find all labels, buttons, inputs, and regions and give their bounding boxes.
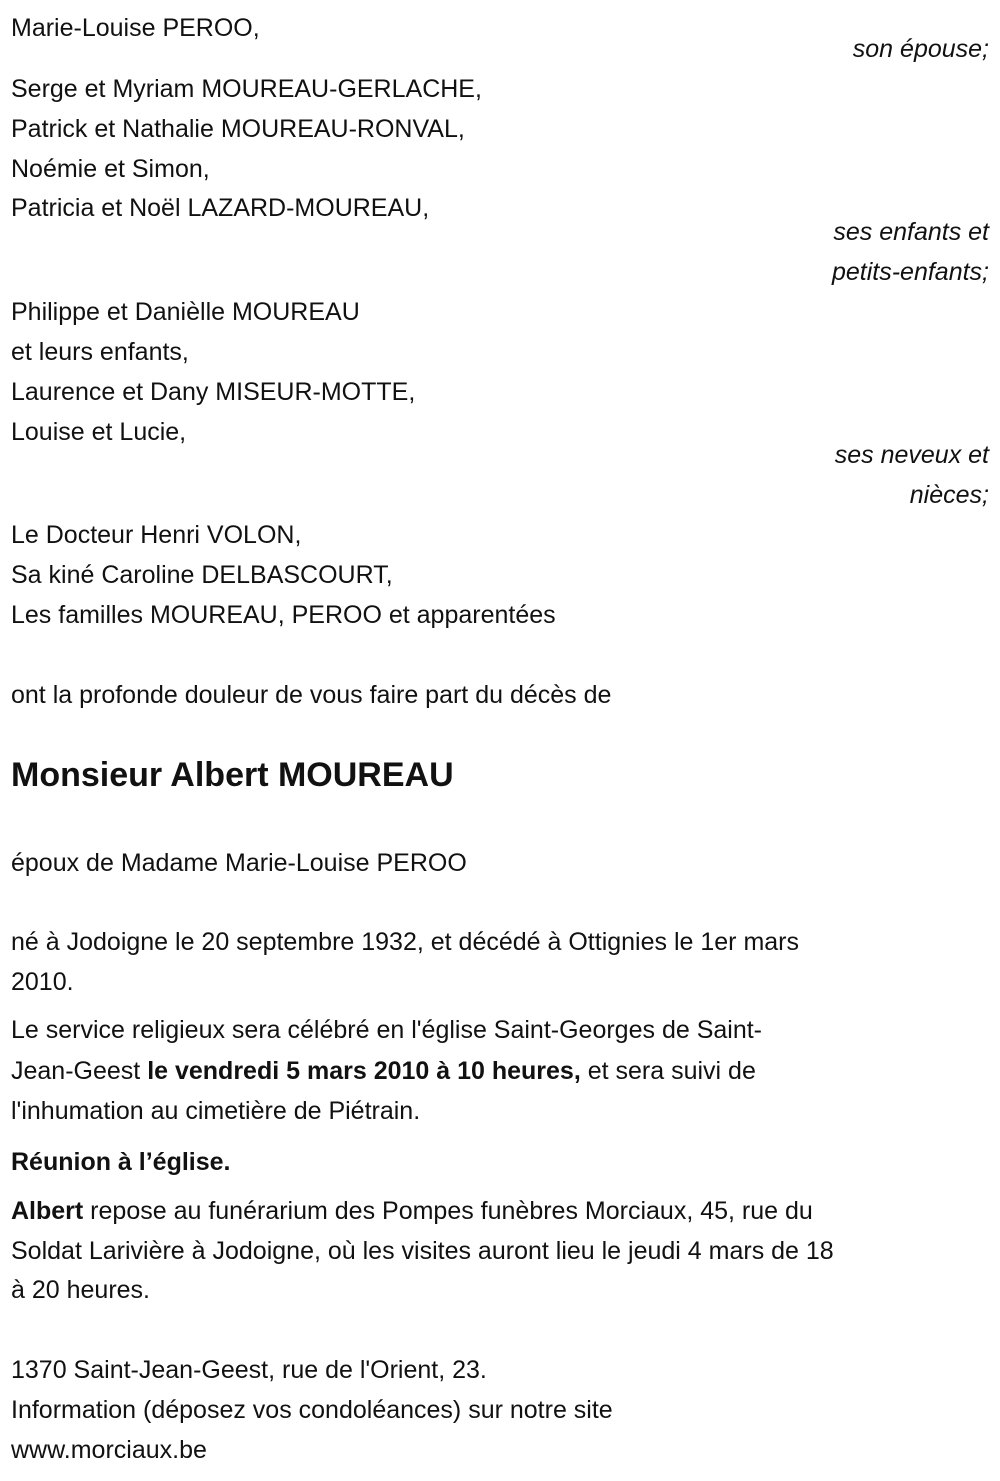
first-name: Albert [11, 1197, 84, 1225]
family-line: Patrick et Nathalie MOUREAU-RONVAL, [11, 115, 465, 143]
service-line: Le service religieux sera célébré en l'église Saint-Georges de Saint- [11, 1016, 763, 1044]
service-date: le vendredi 5 mars 2010 à 10 heures, [147, 1057, 581, 1085]
service-line [11, 1051, 756, 1091]
relation-label: ses enfants et [833, 218, 989, 246]
visitation-text: repose au funérarium des Pompes funèbres Morciaux, 45, rue du [83, 1197, 813, 1225]
family-line: Louise et Lucie, [11, 418, 187, 446]
visitation-line: à 20 heures. [11, 1276, 150, 1304]
service-rest: et sera suivi de [580, 1057, 756, 1085]
family-line: Marie-Louise PEROO, [11, 14, 260, 42]
birth-death-line: né à Jodoigne le 20 septembre 1932, et décédé à Ottignies le 1er mars [11, 928, 800, 956]
website-link[interactable]: www.morciaux.be [11, 1436, 207, 1464]
birth-death-line: 2010. [11, 968, 74, 996]
relation-label: ses neveux et [834, 441, 989, 469]
visitation-line: Soldat Larivière à Jodoigne, où les visites auront lieu le jeudi 4 mars de 18 [11, 1237, 834, 1265]
relation-label: nièces; [909, 481, 989, 509]
info-line: Information (déposez vos condoléances) sur notre site [11, 1396, 613, 1424]
announcement: ont la profonde douleur de vous faire part du décès de [11, 681, 612, 709]
relation-label: son épouse; [852, 35, 989, 63]
spouse-line: époux de Madame Marie-Louise PEROO [11, 849, 467, 877]
service-line: l'inhumation au cimetière de Piétrain. [11, 1097, 421, 1125]
family-line: Patricia et Noël LAZARD-MOUREAU, [11, 194, 430, 222]
relation-label: petits-enfants; [831, 258, 989, 286]
address: 1370 Saint-Jean-Geest, rue de l'Orient, 23. [11, 1356, 487, 1384]
family-line: Laurence et Dany MISEUR-MOTTE, [11, 378, 416, 406]
family-line: et leurs enfants, [11, 338, 189, 366]
family-line: Les familles MOUREAU, PEROO et apparentées [11, 601, 556, 629]
family-line: Le Docteur Henri VOLON, [11, 521, 302, 549]
family-line: Serge et Myriam MOUREAU-GERLACHE, [11, 75, 482, 103]
visitation-line [11, 1191, 813, 1231]
family-line: Noémie et Simon, [11, 155, 210, 183]
service-place: Jean-Geest [11, 1057, 148, 1085]
deceased-name: Monsieur Albert MOUREAU [11, 756, 454, 794]
meeting-note: Réunion à l’église. [11, 1148, 231, 1176]
family-line: Philippe et Danièlle MOUREAU [11, 298, 360, 326]
family-line: Sa kiné Caroline DELBASCOURT, [11, 561, 393, 589]
